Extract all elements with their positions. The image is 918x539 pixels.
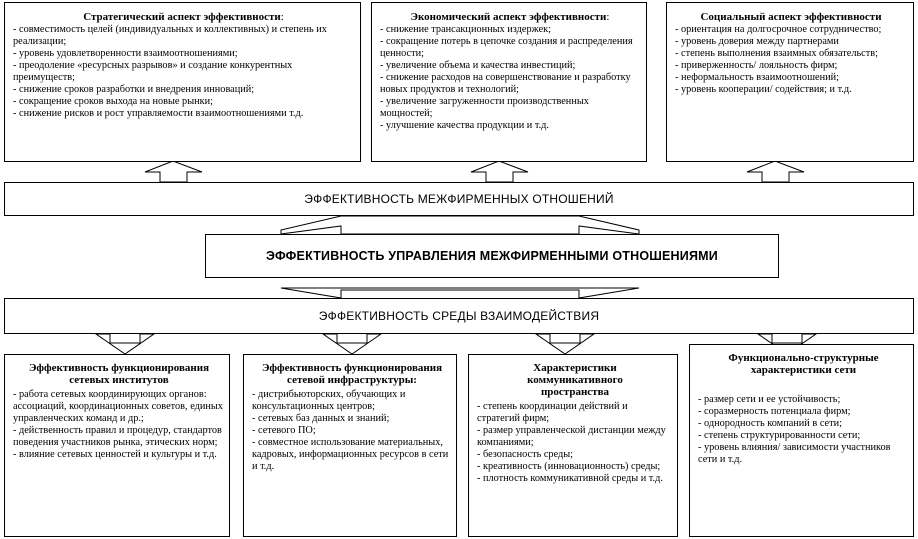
network-institutes-box: [4, 354, 230, 537]
network-institutes-list: [13, 389, 225, 461]
list-item: - влияние сетевых ценностей и культуры и т.д.: [13, 449, 217, 460]
strategic-aspect-list: [13, 24, 354, 120]
list-item: - неформальность взаимоотношений;: [675, 72, 839, 83]
list-item: - действенность правил и процедур, стандартов поведения участников рынка, этических норм;: [13, 425, 222, 448]
communicative-space-box: [468, 354, 678, 537]
list-item: - дистрибьюторских, обучающих и консультационных центров;: [252, 389, 406, 412]
functional-structural-list: [698, 394, 909, 466]
list-item: - соразмерность потенциала фирм;: [698, 406, 851, 417]
list-item: - уровень кооперации/ содействия; и т.д.: [675, 84, 852, 95]
list-item: - однородность компаний в сети;: [698, 418, 842, 429]
list-item: - степень выполнения взаимных обязательств;: [675, 48, 878, 59]
list-item: - степень координации действий и стратегий фирм;: [477, 401, 628, 424]
list-item: - креативность (инновационность) среды;: [477, 461, 661, 472]
management-efficiency-box: [205, 234, 779, 278]
list-item: - ориентация на долгосрочное сотрудничество;: [675, 24, 882, 35]
strategic-aspect-box: [4, 2, 361, 162]
functional-structural-box: [689, 344, 914, 537]
list-item: - снижение рисков и рост управляемости взаимоотношениями т.д.: [13, 108, 304, 119]
strategic-aspect-title: Стратегический аспект эффективности:: [83, 11, 284, 23]
list-item: - безопасность среды;: [477, 449, 574, 460]
list-item: - снижение трансакционных издержек;: [380, 24, 552, 35]
list-item: - степень структурированности сети;: [698, 430, 861, 441]
band-label: ЭФФЕКТИВНОСТЬ МЕЖФИРМЕННЫХ ОТНОШЕНИЙ: [304, 192, 614, 206]
network-institutes-title: Эффективность функционирования сетевых институтов: [28, 362, 210, 386]
communicative-space-list: [477, 401, 673, 485]
interfirm-relations-efficiency-band: [4, 182, 914, 216]
network-infrastructure-list: [252, 389, 452, 473]
communicative-space-title: Характеристики коммуникативного пространства: [527, 362, 623, 398]
list-item: - уровень влияния/ зависимости участников сети и т.д.: [698, 442, 891, 465]
list-item: - сокращение потерь в цепочке создания и распределения ценности;: [380, 36, 633, 59]
list-item: - улучшение качества продукции и т.д.: [380, 120, 549, 131]
down-arrow-center: [281, 288, 639, 298]
list-item: - сокращение сроков выхода на новые рынки;: [13, 96, 213, 107]
list-item: - приверженность/ лояльность фирм;: [675, 60, 838, 71]
list-item: - снижение сроков разработки и внедрения инноваций;: [13, 84, 255, 95]
social-aspect-box: [666, 2, 914, 162]
band-label: ЭФФЕКТИВНОСТЬ СРЕДЫ ВЗАИМОДЕЙСТВИЯ: [318, 309, 600, 323]
up-arrow-economic: [471, 161, 528, 182]
list-item: - плотность коммуникативной среды и т.д.: [477, 473, 663, 484]
list-item: - уровень доверия между партнерами: [675, 36, 839, 47]
list-item: - совместное использование материальных, кадровых, информационных ресурсов в сети и т.д.: [252, 437, 449, 472]
list-item: - размер сети и ее устойчивость;: [698, 394, 841, 405]
center-label: ЭФФЕКТИВНОСТЬ УПРАВЛЕНИЯ МЕЖФИРМЕННЫМИ ОТНОШЕНИЯМИ: [266, 249, 718, 263]
economic-aspect-title: Экономический аспект эффективности:: [410, 11, 610, 23]
list-item: - снижение расходов на совершенствование и разработку новых продуктов и технологий;: [380, 72, 631, 95]
up-arrow-center: [281, 216, 639, 234]
functional-structural-title: Функционально-структурные характеристики сети: [728, 352, 879, 376]
down-arrow-infrastructure: [323, 334, 381, 354]
interaction-environment-efficiency-band: [4, 298, 914, 334]
social-aspect-title: Социальный аспект эффективности: [700, 11, 882, 23]
list-item: - преодоление «ресурсных разрывов» и создание конкурентных преимуществ;: [13, 60, 293, 83]
list-item: - увеличение загруженности производственных мощностей;: [380, 96, 589, 119]
list-item: - совместимость целей (индивидуальных и коллективных) и степень их реализации;: [13, 24, 327, 47]
list-item: - сетевых баз данных и знаний;: [252, 413, 390, 424]
up-arrow-social: [747, 161, 804, 182]
network-infrastructure-box: [243, 354, 457, 537]
list-item: - увеличение объема и качества инвестиций;: [380, 60, 576, 71]
list-item: - размер управленческой дистанции между компаниями;: [477, 425, 666, 448]
up-arrow-strategic: [145, 161, 202, 182]
economic-aspect-box: [371, 2, 647, 162]
social-aspect-list: [675, 24, 907, 96]
list-item: - работа сетевых координирующих органов: ассоциаций, координационных советов, единых управленческих команд и др.;: [13, 389, 223, 424]
economic-aspect-list: [380, 24, 640, 132]
network-infrastructure-title: Эффективность функционирования сетевой инфраструктуры:: [261, 362, 443, 386]
down-arrow-communicative: [536, 334, 594, 354]
down-arrow-institutes: [96, 334, 154, 354]
list-item: - уровень удовлетворенности взаимоотношениями;: [13, 48, 238, 59]
list-item: - сетевого ПО;: [252, 425, 316, 436]
